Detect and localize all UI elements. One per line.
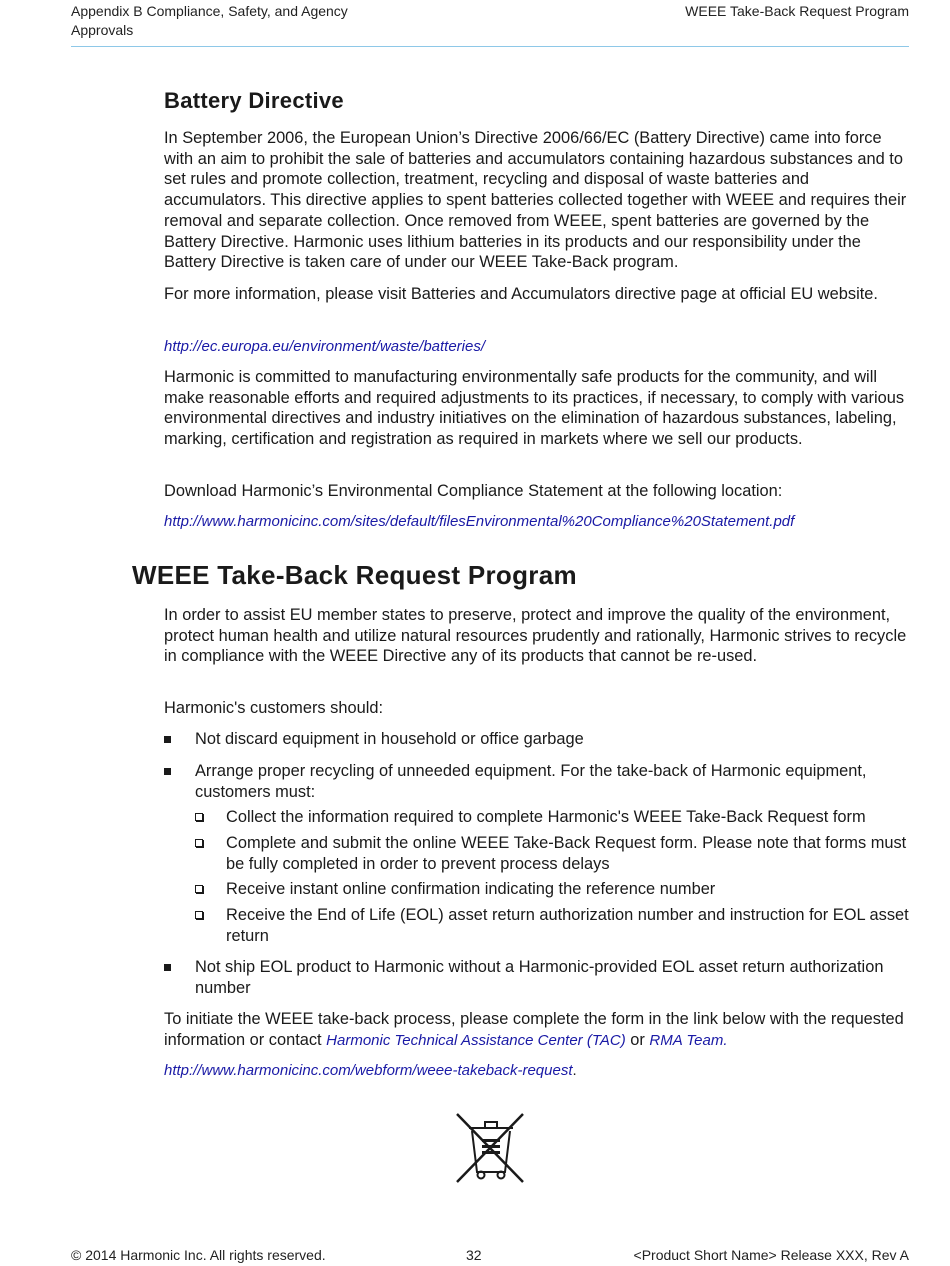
header-chapter: Appendix B Compliance, Safety, and Agency Approvals bbox=[71, 3, 348, 38]
square-bullet-icon bbox=[164, 964, 171, 971]
takeback-request-link-line bbox=[164, 1061, 577, 1081]
hollow-square-bullet-icon bbox=[195, 911, 203, 919]
weee-crossed-bin-icon bbox=[455, 1112, 525, 1184]
weee-paragraph-3 bbox=[164, 1009, 909, 1051]
weee-heading: WEEE Take-Back Request Program bbox=[132, 560, 577, 590]
sub-list-item-text: Complete and submit the online WEEE Take-Back Request form. Please note that forms must be fully completed in order to prevent process delays bbox=[226, 834, 907, 873]
sub-list-item-text: Receive instant online confirmation indicating the reference number bbox=[226, 880, 716, 898]
sub-list-item-text: Receive the End of Life (EOL) asset return authorization number and instruction for EOL asset return bbox=[226, 906, 909, 945]
tac-link[interactable]: Harmonic Technical Assistance Center (TAC) bbox=[326, 1031, 626, 1049]
weee-paragraph-1: In order to assist EU member states to preserve, protect and improve the quality of the environment, protect human health and utilize natural resources prudently and rationally, Harmonic strives to recycle in compliance with the WEEE Directive any of its products that cannot be re-used. bbox=[164, 606, 907, 666]
battery-paragraph-2: For more information, please visit Batteries and Accumulators directive page at official EU website. bbox=[164, 285, 878, 303]
takeback-request-link[interactable]: http://www.harmonicinc.com/webform/weee-takeback-request bbox=[164, 1062, 573, 1079]
hollow-square-bullet-icon bbox=[195, 813, 203, 821]
rma-team-link[interactable]: RMA Team. bbox=[649, 1031, 728, 1049]
list-item-text: Not discard equipment in household or office garbage bbox=[195, 730, 584, 748]
eu-batteries-link[interactable]: http://ec.europa.eu/environment/waste/batteries/ bbox=[164, 338, 486, 355]
footer-page-number: 32 bbox=[466, 1247, 482, 1263]
footer-product-release: <Product Short Name> Release XXX, Rev A bbox=[633, 1247, 909, 1263]
battery-paragraph-3: Harmonic is committed to manufacturing environmentally safe products for the community, and will make reasonable efforts and required adjustments to its practices, if necessary, to comply with various environmental directives and industry initiatives on the elimination of hazardous substances, labeling, marking, certification and registration as required in markets where we sell our products. bbox=[164, 368, 905, 449]
weee-paragraph-2: Harmonic's customers should: bbox=[164, 699, 384, 717]
battery-paragraph-4: Download Harmonic’s Environmental Compliance Statement at the following location: bbox=[164, 482, 783, 500]
battery-paragraph-1: In September 2006, the European Union’s Directive 2006/66/EC (Battery Directive) came into force with an aim to prohibit the sale of batteries and accumulators containing hazardous substances and to set rules and promote collection, treatment, recycling and disposal of waste batteries and accumulators. This directive applies to spent batteries collected together with WEEE and requires their removal and separate collection. Once removed from WEEE, spent batteries are governed by the Battery Directive. Harmonic uses lithium batteries in its products and our responsibility under the Battery Directive is taken care of under our WEEE Take-Back program. bbox=[164, 129, 907, 272]
compliance-statement-link[interactable]: http://www.harmonicinc.com/sites/default/filesEnvironmental%20Compliance%20Statement.pdf bbox=[164, 513, 795, 530]
header-section: WEEE Take-Back Request Program bbox=[685, 3, 909, 19]
sub-list-item-text: Collect the information required to complete Harmonic's WEEE Take-Back Request form bbox=[226, 808, 866, 826]
hollow-square-bullet-icon bbox=[195, 885, 203, 893]
link-suffix: . bbox=[572, 1062, 577, 1079]
paragraph-text: or bbox=[625, 1030, 650, 1049]
list-item-text: Arrange proper recycling of unneeded equipment. For the take-back of Harmonic equipment, customers must: bbox=[195, 762, 867, 801]
list-item-text: Not ship EOL product to Harmonic without a Harmonic-provided EOL asset return authorization number bbox=[195, 958, 884, 997]
square-bullet-icon bbox=[164, 736, 171, 743]
square-bullet-icon bbox=[164, 768, 171, 775]
battery-directive-heading: Battery Directive bbox=[164, 88, 344, 113]
page-header bbox=[71, 2, 909, 47]
paragraph-text: To initiate the WEEE take-back process, please complete the form in the link below with the requested information or contact bbox=[164, 1010, 904, 1049]
footer-copyright: © 2014 Harmonic Inc. All rights reserved. bbox=[71, 1247, 326, 1263]
hollow-square-bullet-icon bbox=[195, 839, 203, 847]
